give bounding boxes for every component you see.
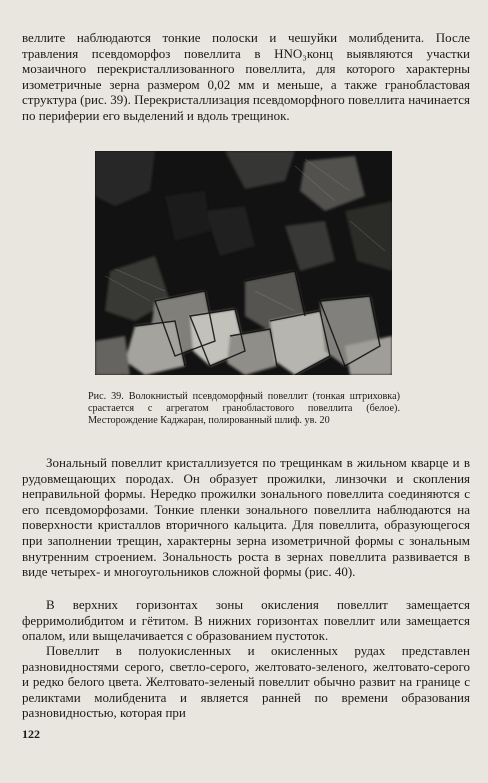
paragraph-zonal-powellite: Зональный повеллит кристаллизуется по трещинкам в жильном кварце и в рудовмещающих породах. Он образует прожилки, линзочки и скопления неправильной формы. Нередко прожилки зонального повеллита соединяются с его псевдоморфозами. Тонкие пленки зонального повеллита наблюдаются на поверхности кристаллов вторичного кальцита. Для повеллита, образующегося при заполнении трещин, характерны зерна изометричной формы с зональным внутренним строением. Зональность роста в зернах повеллита развивается в виде четырех- и многоугольников сложной формы (рис. 40).: [22, 455, 470, 580]
figure-caption: Рис. 39. Волокнистый псевдоморфный повеллит (тонкая штриховка) срастается с агрегатом гранобластового повеллита (белое). Месторождение Каджаран, полированный шлиф. ув. 20: [88, 391, 400, 427]
page-number: 122: [22, 727, 40, 741]
micrograph-image: [95, 151, 392, 375]
paragraph-upper-horizons: В верхних горизонтах зоны окисления повеллит замещается ферримолибдитом и гётитом. В нижних горизонтах повеллит или замещается опалом, или выщелачивается с образованием пустоток.: [22, 597, 470, 644]
paragraph-intro: веллите наблюдаются тонкие полоски и чешуйки молибденита. После травления псевдоморфоз повеллита в HNO₃конц выявляются участки мозаичного перекристаллизованного повеллита, для которого характерны изометричные зерна размером 0,02 мм и меньше, а также гранобластовая структура (рис. 39). Перекристаллизация псевдоморфного повеллита начинается по периферии его выделений и вдоль трещинок.: [22, 30, 470, 123]
micrograph-figure-39: [95, 151, 392, 375]
paragraph-oxidized-ores: Повеллит в полуокисленных и окисленных рудах представлен разновидностями серого, светло-серого, желтовато-зеленого, желтовато-серого и редко белого цвета. Желтовато-зеленый повеллит обычно развит на границе с реликтами молибденита и является ранней по времени образования разновидностью, которая при: [22, 643, 470, 721]
